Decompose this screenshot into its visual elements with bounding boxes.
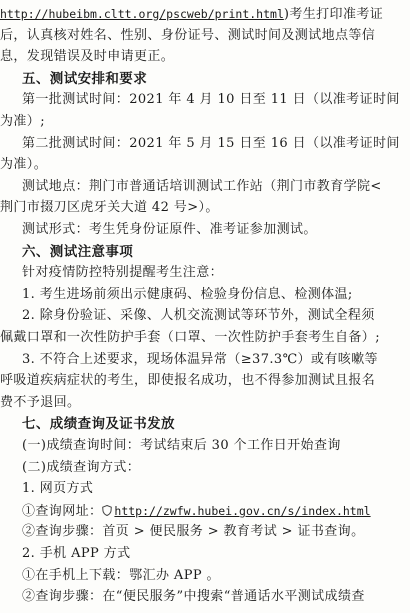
text-line: 测试地点：荆门市普通话培训测试工作站（荆门市教育学院<: [22, 178, 382, 194]
text-line: 荆门市掇刀区虎牙关大道 42 号>）。: [0, 200, 219, 216]
text-line: [0, 503, 410, 520]
text-line: ②查询步骤：在“便民服务”中搜索“普通话水平测试成绩查: [22, 589, 365, 605]
section-heading-seven: 七、成绩查询及证书发放: [22, 416, 175, 433]
text-line: ①在手机上下载：鄂汇办 APP 。: [22, 567, 220, 583]
text-line: 1. 网页方式: [22, 481, 94, 497]
text-span: )考生打印准考证: [283, 7, 384, 22]
text-line: 2. 手机 APP 方式: [22, 546, 131, 561]
text-line: 第二批测试时间：2021 年 5 月 15 日至 16 日（以准考证时间: [22, 135, 400, 151]
text-span: ①查询网址：: [22, 503, 103, 519]
text-line: 费不予退回。: [0, 394, 81, 410]
text-line: 佩戴口罩和一次性防护手套（口罩、一次性防护手套考生自备）;: [0, 330, 380, 345]
text-line: [0, 6, 410, 23]
text-line: 针对疫情防控特别提醒考生注意：: [22, 265, 224, 281]
print-url-link[interactable]: http://hubeibm.cltt.org/pscweb/print.html: [0, 7, 284, 21]
text-line: 3. 不符合上述要求，现场体温异常（≥37.3℃）或有咳嗽等: [22, 351, 378, 367]
text-line: 呼吸道疾病症状的考生，即使报名成功，也不得参加测试且报名: [0, 373, 376, 389]
text-line: (二)成绩查询方式：: [22, 459, 141, 475]
text-line: ②查询步骤：首页 > 便民服务 > 教育考试 > 证书查询。: [22, 524, 365, 540]
text-line: (一)成绩查询时间：考试结束后 30 个工作日开始查询: [22, 438, 341, 453]
shield-icon: [102, 505, 112, 516]
text-line: 第一批测试时间：2021 年 4 月 10 日至 11 日（以准考证时间: [22, 92, 400, 108]
section-heading-six: 六、测试注意事项: [22, 243, 134, 260]
section-heading-five: 五、测试安排和要求: [22, 70, 148, 87]
query-url-link[interactable]: http://zwfw.hubei.gov.cn/s/index.html: [114, 503, 371, 518]
text-line: 息，发现错误及时申请更正。: [0, 49, 175, 65]
text-line: 为准）。: [0, 157, 48, 173]
text-line: 为准）;: [0, 114, 45, 129]
text-line: 2. 除身份验证、采像、人机交流测试等环节外，测试全程须: [22, 308, 375, 324]
text-line: 测试形式：考生凭身份证原件、准考证参加测试。: [22, 222, 317, 237]
text-line: 后，认真核对姓名、性别、身份证号、测试时间及测试地点等信: [0, 27, 376, 43]
text-line: 1. 考生进场前须出示健康码、检验身份信息、检测体温;: [22, 286, 353, 302]
